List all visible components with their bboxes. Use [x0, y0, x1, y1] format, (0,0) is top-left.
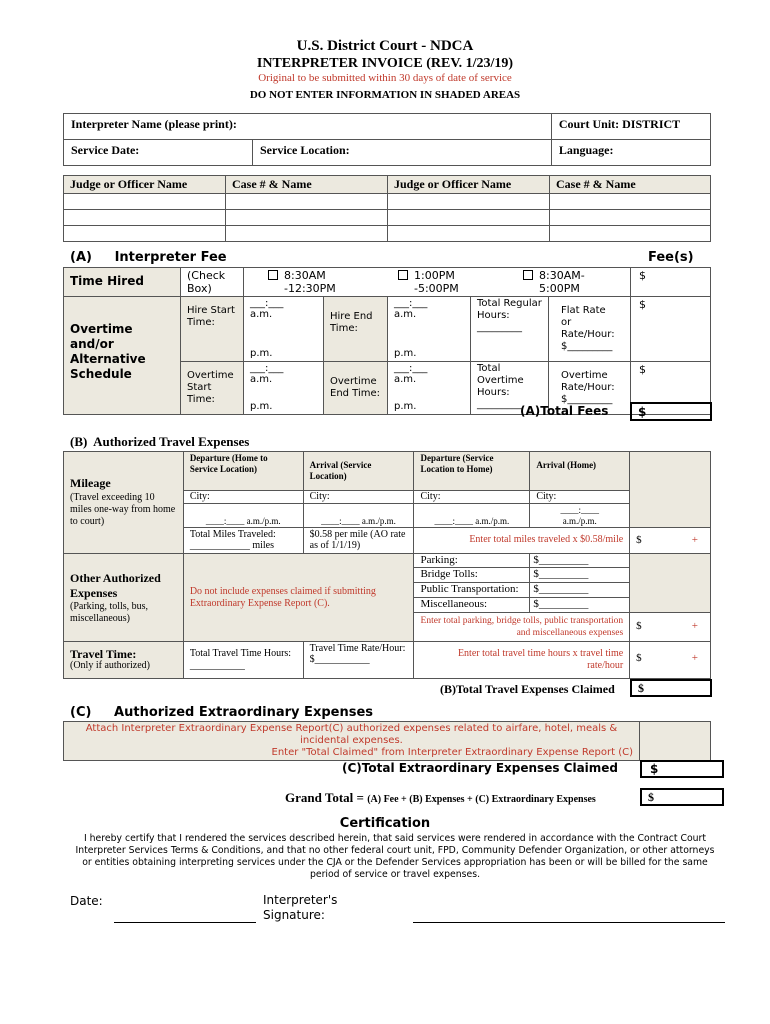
header — [0, 38, 770, 101]
overtime-start-input[interactable]: ___:___ a.m. p.m. — [244, 362, 324, 415]
bridge-tolls-label: Bridge Tolls: — [414, 568, 530, 583]
mileage-cell — [64, 452, 184, 554]
judge-header-2: Judge or Officer Name — [388, 176, 550, 194]
service-date-field[interactable]: Service Date: — [64, 140, 253, 166]
total-fees-label: (A)Total Fees — [520, 404, 609, 418]
option-afternoon[interactable]: 1:00PM -5:00PM — [398, 269, 523, 295]
grand-total-formula: (A) Fee + (B) Expenses + (C) Extraordinary Expenses — [367, 794, 596, 805]
checkbox[interactable] — [523, 270, 533, 280]
fees-header: Fee(s) — [648, 250, 694, 265]
hire-end-input[interactable]: ___:___ a.m. p.m. — [388, 297, 471, 362]
table-row[interactable] — [64, 194, 711, 210]
other-expenses-cell — [64, 554, 184, 642]
overtime-end-label: Overtime End Time: — [324, 362, 388, 415]
date-label: Date: — [70, 894, 103, 908]
total-travel-field[interactable]: $ — [630, 679, 712, 697]
travel-expenses-table — [63, 451, 711, 679]
misc-label: Miscellaneous: — [414, 598, 530, 613]
total-overtime-hours[interactable]: Total Overtime Hours: _________ — [471, 362, 549, 415]
other-expenses-total[interactable]: $ + — [630, 613, 711, 642]
total-travel-label: (B)Total Travel Expenses Claimed — [440, 682, 615, 696]
mileage-note: (Travel exceeding 10 miles one-way from home to court) — [70, 492, 176, 527]
mileage-rate: $0.58 per mile (AO rate as of 1/1/19) — [303, 528, 414, 554]
total-fees-field[interactable]: $ — [630, 402, 712, 421]
parking-amount[interactable]: $_________ — [530, 554, 630, 568]
time-field[interactable]: ____:____ a.m./p.m. — [530, 504, 630, 528]
total-miles-field[interactable]: Total Miles Traveled: ____________ miles — [183, 528, 303, 554]
travel-time-total[interactable]: $ + — [630, 642, 711, 679]
signature-label: Interpreter's Signature: — [263, 893, 338, 922]
travel-rate-field[interactable]: Travel Time Rate/Hour: $___________ — [303, 642, 414, 679]
interpreter-info-table — [63, 113, 711, 166]
signature-line[interactable] — [413, 922, 725, 923]
parking-label: Parking: — [414, 554, 530, 568]
submission-note: Original to be submitted within 30 days of date of service — [258, 72, 512, 84]
other-expenses-label: Other Authorized Expenses — [70, 570, 161, 600]
flat-rate[interactable]: Flat Rate or Rate/Hour: $_________ — [549, 297, 631, 362]
time-field[interactable]: ____:____ a.m./p.m. — [303, 504, 414, 528]
hire-start-input[interactable]: ___:___ a.m. p.m. — [244, 297, 324, 362]
section-c-title: (C) Authorized Extraordinary Expenses — [70, 705, 373, 720]
case-header-2: Case # & Name — [550, 176, 711, 194]
do-not-include-note: Do not include expenses claimed if submitting Extraordinary Expense Report (C). — [183, 554, 414, 642]
public-transport-amount[interactable]: $_________ — [530, 583, 630, 598]
checkbox[interactable] — [268, 270, 278, 280]
city-field[interactable]: City: — [414, 491, 530, 504]
time-field[interactable]: ____:____ a.m./p.m. — [414, 504, 530, 528]
hire-start-label: Hire Start Time: — [181, 297, 244, 362]
section-a-title: (A) Interpreter Fee — [70, 250, 227, 265]
city-field[interactable]: City: — [530, 491, 630, 504]
option-full-day[interactable]: 8:30AM- 5:00PM — [523, 269, 623, 295]
section-b-title: (B) Authorized Travel Expenses — [70, 434, 250, 449]
arrival-service-header: Arrival (Service Location) — [303, 452, 414, 491]
interpreter-name-field[interactable]: Interpreter Name (please print): — [64, 114, 552, 140]
extraordinary-expenses-table — [63, 721, 711, 761]
extraordinary-total-label: (C)Total Extraordinary Expenses Claimed — [342, 761, 619, 775]
certification-text: I hereby certify that I rendered the services described herein, that said services were rendered in accordance with the Contract Court Interpreter Services Terms & Conditions, and that no other federal court unit, FPD, Community Defender Organization, or other attorneys or entities obtaining interpreting services under the CJA or the Defender Services appropriation has been or will be billed for the same period of service or travel expenses. — [75, 833, 715, 880]
public-transport-label: Public Transportation: — [414, 583, 530, 598]
check-box-label: (Check Box) — [181, 268, 244, 297]
extraordinary-instruction: Attach Interpreter Extraordinary Expense Report(C) authorized expenses related to airfare, hotel, meals & incidental expenses. Enter "Total Claimed" from Interpreter Extraordinary Expense Report (C) — [64, 722, 640, 761]
travel-time-cell — [64, 642, 184, 679]
date-line[interactable] — [114, 922, 256, 923]
time-field[interactable]: ____:____ a.m./p.m. — [183, 504, 303, 528]
time-hired-label: Time Hired — [64, 268, 181, 297]
grand-total-field[interactable]: $ — [640, 788, 724, 806]
hire-end-label: Hire End Time: — [324, 297, 388, 362]
departure-home-header: Departure (Home to Service Location) — [183, 452, 303, 491]
overtime-rate[interactable]: Overtime Rate/Hour: $_________ — [549, 362, 631, 415]
interpreter-fee-table — [63, 267, 711, 415]
extraordinary-total-field[interactable]: $ — [640, 760, 724, 778]
language-field[interactable]: Language: — [551, 140, 710, 166]
case-header-1: Case # & Name — [226, 176, 388, 194]
form-subtitle: INTERPRETER INVOICE (REV. 1/23/19) — [256, 56, 514, 71]
option-morning[interactable]: 8:30AM -12:30PM — [268, 269, 398, 295]
overtime-start-label: Overtime Start Time: — [181, 362, 244, 415]
mileage-total[interactable]: $ + — [630, 528, 711, 554]
form-title: U.S. District Court - NDCA — [296, 38, 474, 54]
grand-total-label: Grand Total = (A) Fee + (B) Expenses + (C) Extraordinary Expenses — [285, 790, 596, 805]
service-location-field[interactable]: Service Location: — [253, 140, 552, 166]
judges-table — [63, 175, 711, 242]
certification-title: Certification — [339, 816, 431, 831]
other-expenses-note: (Parking, tolls, bus, miscellaneous) — [70, 600, 149, 624]
travel-hours-field[interactable]: Total Travel Time Hours: ___________ — [183, 642, 303, 679]
time-hired-fee[interactable]: $ — [631, 268, 711, 297]
judge-header-1: Judge or Officer Name — [64, 176, 226, 194]
court-unit-field: Court Unit: DISTRICT — [551, 114, 710, 140]
bridge-tolls-amount[interactable]: $_________ — [530, 568, 630, 583]
arrival-home-header: Arrival (Home) — [530, 452, 630, 491]
table-row[interactable] — [64, 210, 711, 226]
city-field[interactable]: City: — [183, 491, 303, 504]
travel-time-note: (Only if authorized) — [70, 660, 150, 671]
checkbox[interactable] — [398, 270, 408, 280]
departure-service-header: Departure (Service Location to Home) — [414, 452, 530, 491]
overtime-regular-fee[interactable]: $ — [631, 297, 711, 362]
mileage-instruction: Enter total miles traveled x $0.58/mile — [414, 528, 630, 554]
city-field[interactable]: City: — [303, 491, 414, 504]
overtime-fee[interactable]: $ — [631, 362, 711, 415]
other-expenses-instruction: Enter total parking, bridge tolls, public transportation and miscellaneous expenses — [414, 613, 630, 642]
overtime-end-input[interactable]: ___:___ a.m. p.m. — [388, 362, 471, 415]
travel-time-label: Travel Time: — [70, 647, 137, 661]
overtime-label: Overtime and/or Alternative Schedule — [64, 297, 181, 415]
shaded-warning: DO NOT ENTER INFORMATION IN SHADED AREAS — [249, 89, 521, 101]
total-regular-hours[interactable]: Total Regular Hours: _________ — [471, 297, 549, 362]
misc-amount[interactable]: $_________ — [530, 598, 630, 613]
time-hired-options — [244, 268, 631, 297]
table-row[interactable] — [64, 226, 711, 242]
travel-time-instruction: Enter total travel time hours x travel time rate/hour — [414, 642, 630, 679]
mileage-label: Mileage — [70, 476, 111, 490]
